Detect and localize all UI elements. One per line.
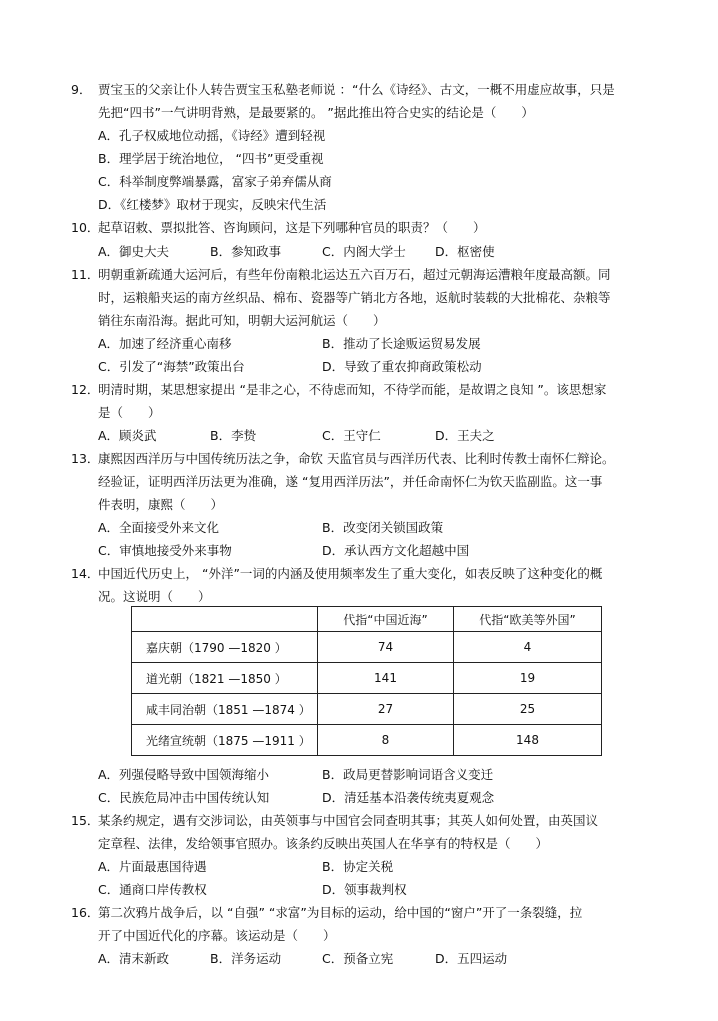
option-b[interactable]: B．协定关税 (322, 859, 394, 874)
option-d[interactable]: D．清廷基本沿袭传统夷夏观念 (322, 790, 495, 805)
option-d[interactable]: D．领事裁判权 (322, 882, 407, 897)
option-a[interactable]: A．顾炎武 (98, 428, 157, 443)
option-d[interactable]: D．五四运动 (435, 951, 508, 966)
option-c[interactable]: C．民族危局冲击中国传统认知 (98, 790, 270, 805)
question-stem-line: 中国近代历史上， “外洋”一词的内涵及使用频率发生了重大变化，如表反映了这种变化的概 (98, 566, 603, 581)
option-d[interactable]: D．承认西方文化超越中国 (322, 543, 470, 558)
question-stem-line: 时，运粮船夹运的南方丝织品、棉布、瓷器等广销北方各地，返航时装载的大批棉花、杂粮等 (98, 290, 611, 305)
table-header-cell (132, 607, 318, 632)
table-cell-near-sea: 74 (318, 632, 454, 663)
table-cell-period: 咸丰同治朝（1851 —1874 ） (132, 694, 318, 725)
question-stem-line: 定章程、法律，发给领事官照办。该条约反映出英国人在华享有的特权是（ ） (98, 836, 549, 851)
option-a[interactable]: A．片面最惠国待遇 (98, 859, 207, 874)
question-stem-line: 起草诏敕、票拟批答、咨询顾问，这是下列哪种官员的职责？（ ） (98, 220, 486, 235)
table-header-cell: 代指“中国近海” (318, 607, 454, 632)
option-b[interactable]: B．参知政事 (210, 244, 282, 259)
table-cell-near-sea: 27 (318, 694, 454, 725)
table-cell-period: 道光朝（1821 —1850 ） (132, 663, 318, 694)
option-b[interactable]: B．推动了长途贩运贸易发展 (322, 336, 481, 351)
option-d[interactable]: D．王夫之 (435, 428, 495, 443)
question-number: 11． (71, 267, 100, 282)
frequency-table (131, 606, 602, 756)
table-cell-period: 嘉庆朝（1790 —1820 ） (132, 632, 318, 663)
question-number: 9． (71, 82, 92, 97)
table-cell-near-sea: 141 (318, 663, 454, 694)
table-cell-foreign: 19 (454, 663, 602, 694)
table-row (132, 725, 602, 756)
table-header-cell: 代指“欧美等外国” (454, 607, 602, 632)
option-d[interactable]: D．导致了重农抑商政策松动 (322, 359, 482, 374)
table-row (132, 694, 602, 725)
table-header-row (132, 607, 602, 632)
question-stem-line: 况。这说明（ ） (98, 589, 211, 604)
question-number: 12． (71, 382, 100, 397)
option-a[interactable]: A．清末新政 (98, 951, 170, 966)
table-cell-foreign: 25 (454, 694, 602, 725)
option-b[interactable]: B．理学居于统治地位， “四书”更受重视 (98, 151, 324, 166)
question-number: 16． (71, 905, 100, 920)
option-d[interactable]: D．枢密使 (435, 244, 495, 259)
option-a[interactable]: A．列强侵略导致中国领海缩小 (98, 767, 270, 782)
option-c[interactable]: C．预备立宪 (322, 951, 394, 966)
question-number: 10． (71, 220, 100, 235)
question-stem-line: 经验证，证明西洋历法更为准确，遂 “复用西洋历法”，并任命南怀仁为钦天监副监。这一事 (98, 474, 603, 489)
question-stem-line: 某条约规定，遇有交涉词讼，由英领事与中国官会同查明其事；其英人如何处置，由英国议 (98, 813, 599, 828)
option-a[interactable]: A．御史大夫 (98, 244, 170, 259)
question-stem-line: 康熙因西洋历与中国传统历法之争，命钦 天监官员与西洋历代表、比利时传教士南怀仁辩论。 (98, 451, 615, 466)
option-a[interactable]: A．加速了经济重心南移 (98, 336, 232, 351)
table-cell-foreign: 148 (454, 725, 602, 756)
option-a[interactable]: A．孔子权威地位动摇，《诗经》遭到轻视 (98, 128, 326, 143)
question-stem-line: 明清时期，某思想家提出 “是非之心，不待虑而知，不待学而能，是故谓之良知 ”。该思想家 (98, 382, 607, 397)
option-b[interactable]: B．政局更替影响词语含义变迁 (322, 767, 494, 782)
option-a[interactable]: A．全面接受外来文化 (98, 520, 220, 535)
table-cell-foreign: 4 (454, 632, 602, 663)
question-stem-line: 开了中国近代化的序幕。该运动是（ ） (98, 928, 336, 943)
table-cell-period: 光绪宣统朝（1875 —1911 ） (132, 725, 318, 756)
option-c[interactable]: C．引发了“海禁”政策出台 (98, 359, 245, 374)
option-c[interactable]: C．科举制度弊端暴露，富家子弟弃儒从商 (98, 174, 332, 189)
option-b[interactable]: B．洋务运动 (210, 951, 282, 966)
option-b[interactable]: B．改变闭关锁国政策 (322, 520, 444, 535)
question-stem-line: 明朝重新疏通大运河后，有些年份南粮北运达五六百万石，超过元朝海运漕粮年度最高额。同 (98, 267, 611, 282)
table-row (132, 632, 602, 663)
option-c[interactable]: C．审慎地接受外来事物 (98, 543, 232, 558)
table-row (132, 663, 602, 694)
question-stem-line: 是（ ） (98, 405, 161, 420)
option-c[interactable]: C．王守仁 (322, 428, 381, 443)
question-number: 15． (71, 813, 100, 828)
table-cell-near-sea: 8 (318, 725, 454, 756)
option-b[interactable]: B．李贽 (210, 428, 257, 443)
question-stem-line: 件表明，康熙（ ） (98, 497, 224, 512)
question-stem-line: 贾宝玉的父亲让仆人转告贾宝玉私塾老师说 ：“什么《诗经》、古文，一概不用虚应故事，只是 (98, 82, 615, 97)
question-stem-line: 销往东南沿海。据此可知，明朝大运河航运（ ） (98, 313, 386, 328)
question-number: 13． (71, 451, 100, 466)
question-number: 14． (71, 566, 100, 581)
option-d[interactable]: D．《红楼梦》取材于现实，反映宋代生活 (98, 197, 327, 212)
option-c[interactable]: C．通商口岸传教权 (98, 882, 207, 897)
option-c[interactable]: C．内阁大学士 (322, 244, 406, 259)
question-stem-line: 先把“四书”一气讲明背熟，是最要紧的。 ”据此推出符合史实的结论是（ ） (98, 105, 534, 120)
question-stem-line: 第二次鸦片战争后，以 “自强” “求富”为目标的运动，给中国的“窗户”开了一条裂缝，拉 (98, 905, 583, 920)
